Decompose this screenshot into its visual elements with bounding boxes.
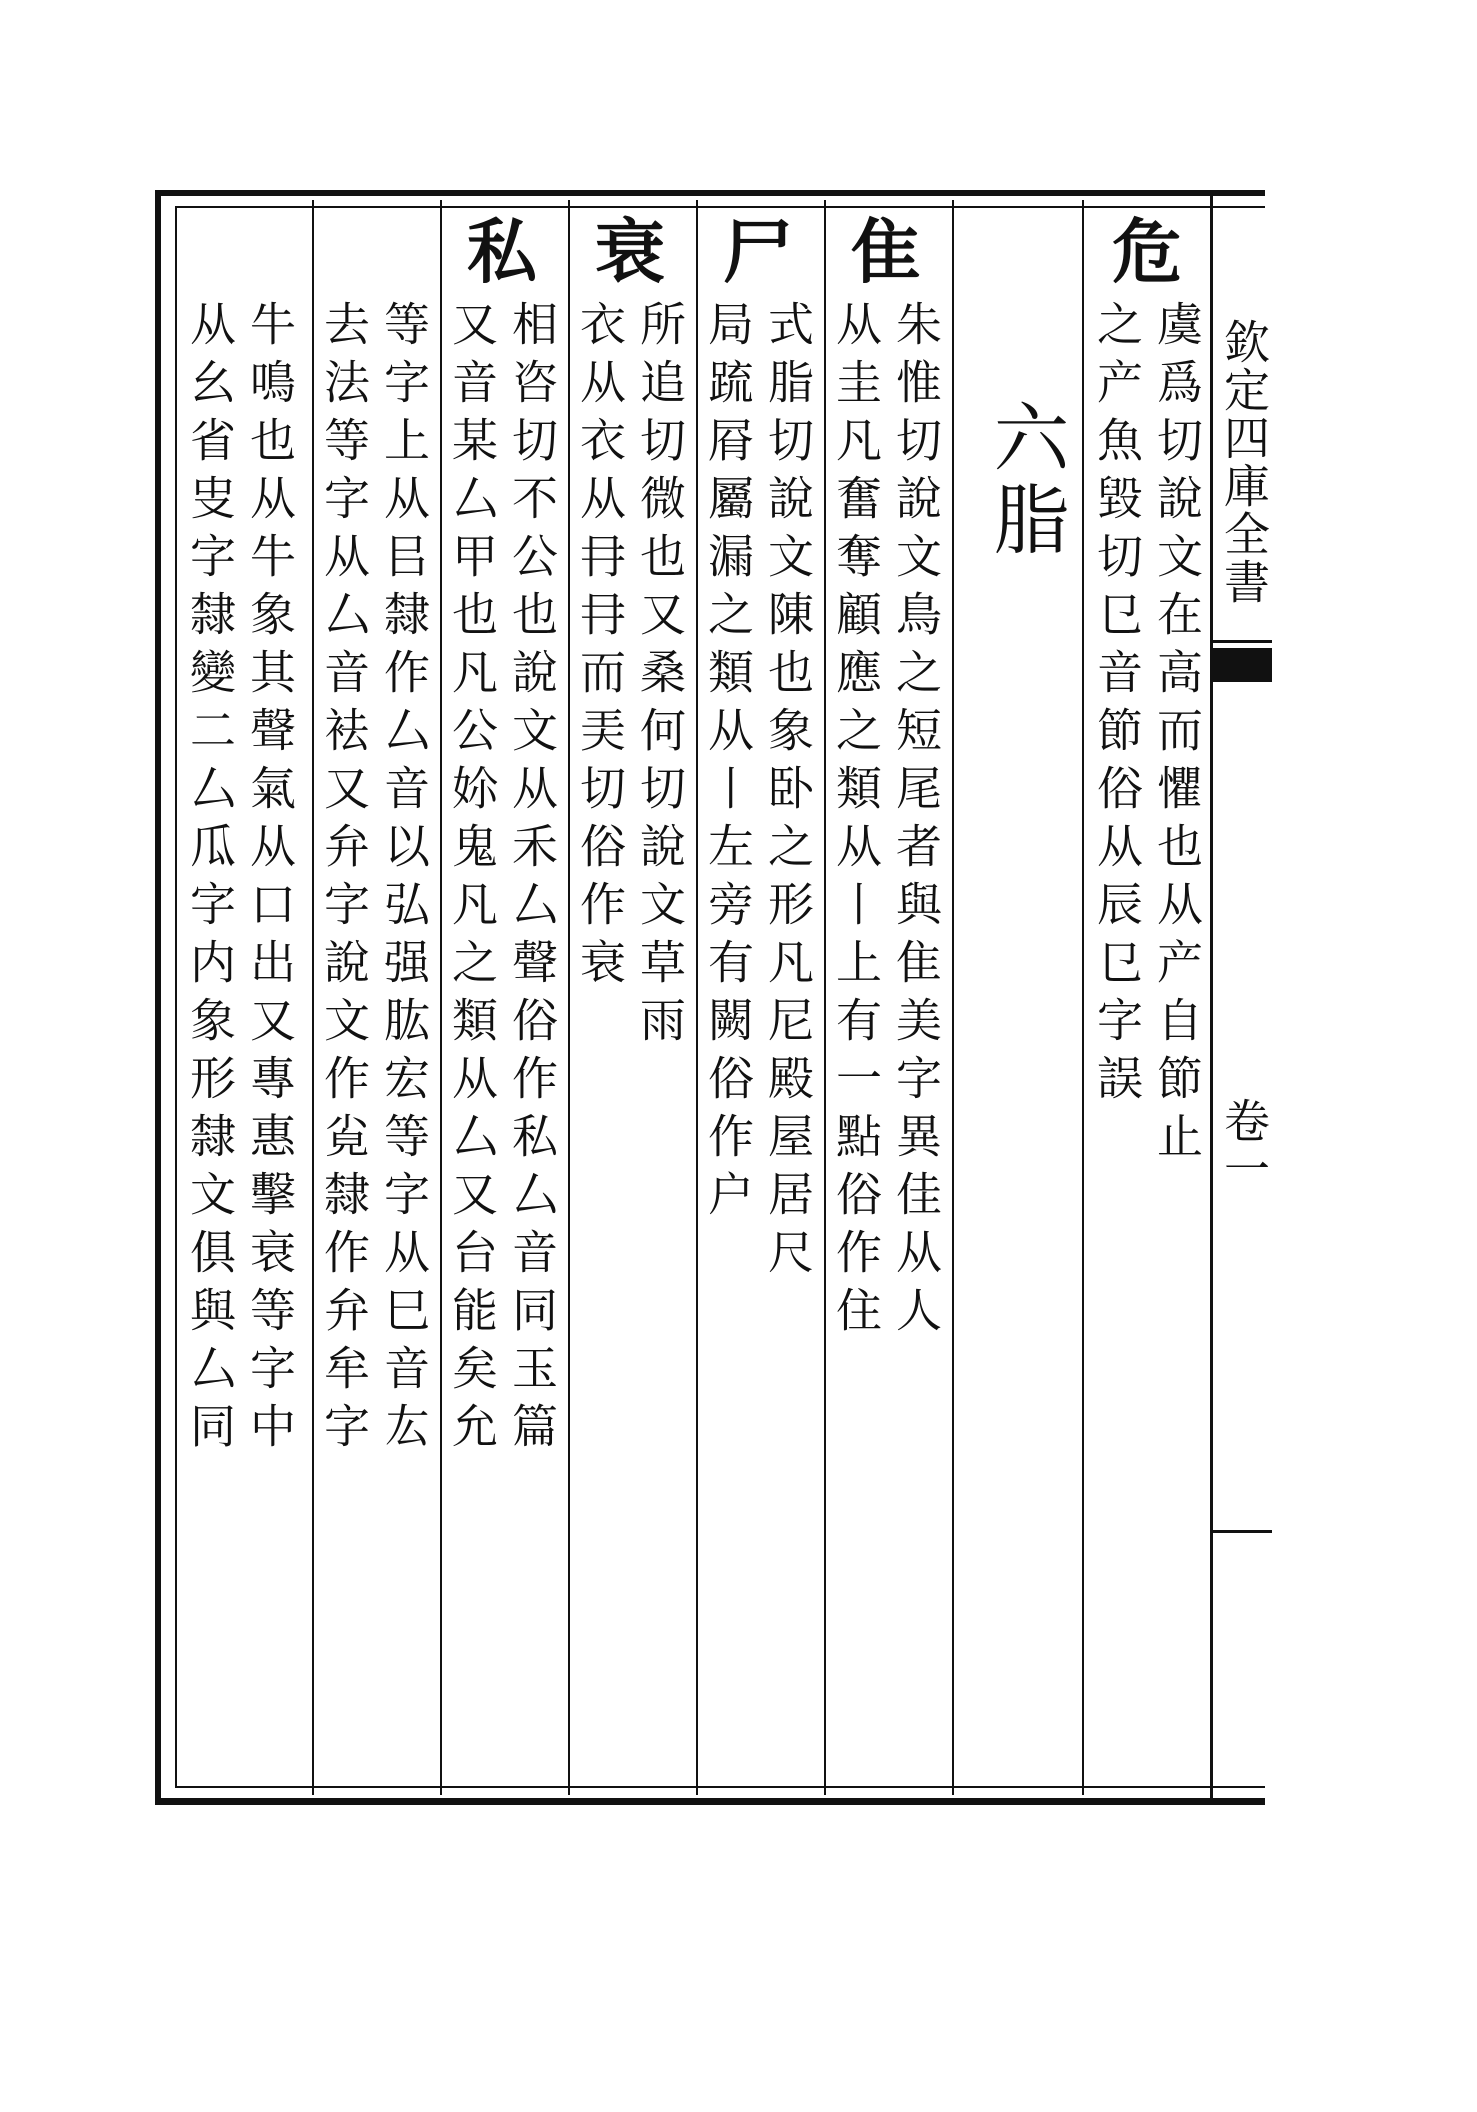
column-divider [952,200,954,1795]
margin-rule [1212,1530,1272,1533]
note-block [698,300,818,1780]
note-line: 等字上从㠯隸作厶音以弘强肱宏等字从巳音厷 [377,300,431,1460]
margin-rule [1212,640,1272,643]
headword: 尸 [723,210,793,293]
note-line: 又音某厶甲也凡公㚷鬼凡之類从厶又台能矣允 [445,300,499,1460]
entry-column [698,200,818,1800]
continuation-column [314,200,434,1800]
note-line: 从幺省㕜字隸變二厶瓜字内象形隸文俱與厶同 [183,300,237,1460]
note-block [442,300,562,1780]
note-line: 式脂切說文陳也象卧之形凡尼殿屋居尺 [761,300,815,1286]
note-line: 所追切微也又桑何切說文草雨 [633,300,687,1054]
entry-column [826,200,946,1800]
note-line: 相咨切不公也說文从禾厶聲俗作私厶音同玉篇 [505,300,559,1460]
note-block [180,300,300,1780]
note-block [314,300,434,1780]
headword: 隹 [851,210,921,293]
section-title: 六脂 [981,398,1070,562]
fish-tail-mark [1212,648,1272,682]
note-line: 去法等字从厶音袪又弁字說文作㝸隸作弁牟字 [317,300,371,1460]
note-line: 衣从衣从冄冄而㺯切俗作衰 [573,300,627,996]
note-block [1087,300,1207,1780]
entry-column [570,200,690,1800]
note-line: 从圭凡奮奪顧應之類从丨上有一點俗作住 [829,300,883,1344]
continuation-column [180,200,300,1800]
entry-column [442,200,562,1800]
headword: 危 [1112,210,1182,293]
note-line: 朱惟切說文鳥之短尾者與隹美字異佳从人 [889,300,943,1344]
note-line: 之产魚毀切㔾音節俗从辰㔾字誤 [1090,300,1144,1112]
note-block [570,300,690,1780]
headword: 私 [467,210,537,293]
volume-label: 卷一 [1217,1097,1271,1193]
note-line: 局䟽㞕屬漏之類从丨左旁有闕俗作户 [701,300,755,1228]
column-divider [1082,200,1084,1795]
note-block [826,300,946,1780]
entry-column [1087,200,1207,1800]
book-title: 欽定四庫全書 [1217,318,1271,606]
note-line: 虞爲切說文在高而懼也从产自節止 [1150,300,1204,1170]
margin-strip [1212,190,1272,1805]
note-line: 牛鳴也从牛象其聲氣从口出又專惠擊衰等字中 [243,300,297,1460]
headword: 衰 [595,210,665,293]
